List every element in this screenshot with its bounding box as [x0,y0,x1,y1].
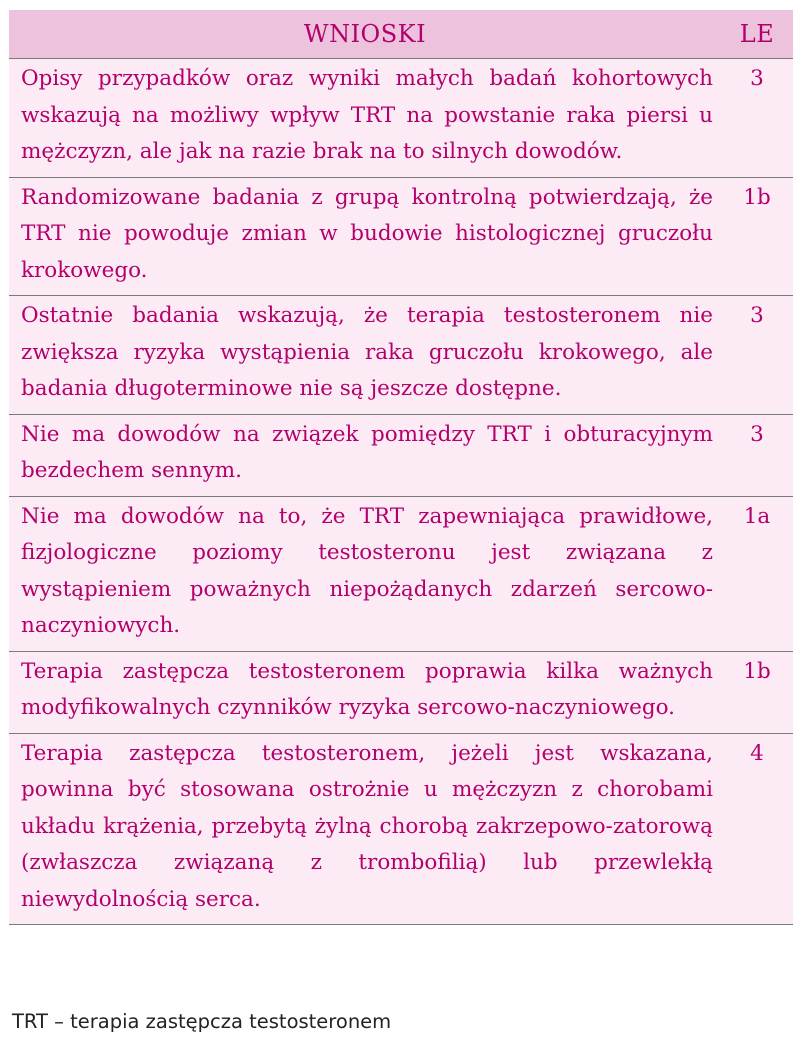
table-row [9,59,793,178]
table-row [9,414,793,496]
header-conclusions: WNIOSKI [9,10,721,59]
level-of-evidence: 3 [721,296,793,415]
table-header-row [9,10,793,59]
level-of-evidence: 1b [721,651,793,733]
conclusions-table [9,10,793,925]
conclusion-text: Ostatnie badania wskazują, że terapia testosteronem nie zwiększa ryzyka wystąpienia raka gruczołu krokowego, ale badania długoterminowe nie są jeszcze dostępne. [9,296,721,415]
table-row [9,496,793,651]
conclusion-text: Terapia zastępcza testosteronem poprawia kilka ważnych modyfikowalnych czynników ryzyka sercowo-naczyniowego. [9,651,721,733]
level-of-evidence: 3 [721,414,793,496]
conclusion-text: Nie ma dowodów na związek pomiędzy TRT i obturacyjnym bezdechem sennym. [9,414,721,496]
conclusion-text: Opisy przypadków oraz wyniki małych badań kohortowych wskazują na możliwy wpływ TRT na powstanie raka piersi u mężczyzn, ale jak na razie brak na to silnych dowodów. [9,59,721,178]
level-of-evidence: 4 [721,733,793,925]
table-row [9,296,793,415]
header-level-of-evidence: LE [721,10,793,59]
table-row [9,177,793,296]
conclusion-text: Nie ma dowodów na to, że TRT zapewniająca prawidłowe, fizjologiczne poziomy testosteronu jest związana z wystąpieniem poważnych niepożądanych zdarzeń sercowo-naczyniowych. [9,496,721,651]
level-of-evidence: 3 [721,59,793,178]
table-row [9,651,793,733]
level-of-evidence: 1b [721,177,793,296]
conclusion-text: Terapia zastępcza testosteronem, jeżeli jest wskazana, powinna być stosowana ostrożnie u mężczyzn z chorobami układu krążenia, przebytą żylną chorobą zakrzepowo-zatorową (zwłaszcza związaną z trombofilią) lub przewlekłą niewydolnością serca. [9,733,721,925]
conclusion-text: Randomizowane badania z grupą kontrolną potwierdzają, że TRT nie powoduje zmian w budowie histologicznej gruczołu krokowego. [9,177,721,296]
level-of-evidence: 1a [721,496,793,651]
table-footnote: TRT – terapia zastępcza testosteronem [12,1010,392,1033]
table-row [9,733,793,925]
